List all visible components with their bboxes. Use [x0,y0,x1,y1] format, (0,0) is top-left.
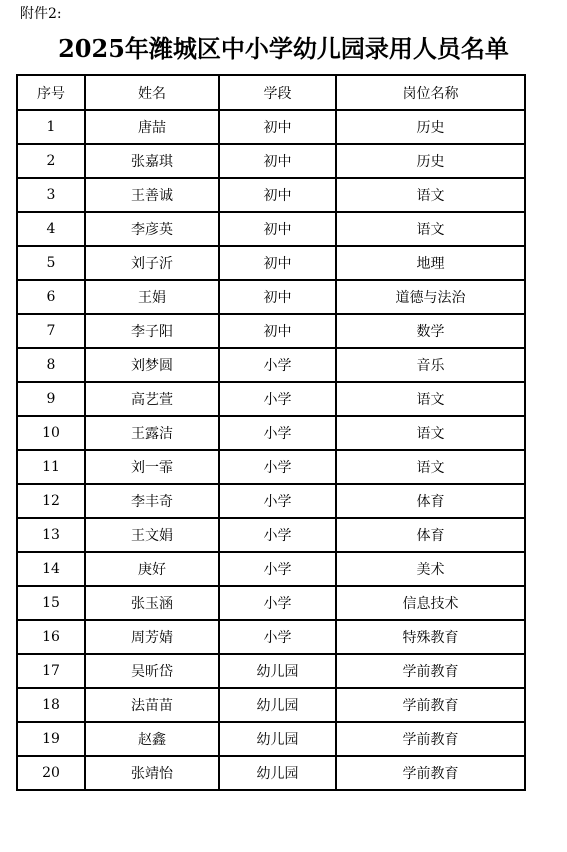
cell-name: 王文娟 [85,518,219,552]
table-row [17,110,525,144]
cell-name: 王娟 [85,280,219,314]
table-row [17,518,525,552]
page-title: 2025年潍城区中小学幼儿园录用人员名单 [58,34,509,63]
cell-serial-number: 18 [17,688,85,722]
header-serial-number: 序号 [17,75,85,110]
table-row [17,688,525,722]
cell-serial-number: 15 [17,586,85,620]
cell-name: 刘一霏 [85,450,219,484]
cell-school-level: 初中 [219,144,336,178]
cell-position: 学前教育 [336,756,525,790]
cell-school-level: 小学 [219,484,336,518]
header-position: 岗位名称 [336,75,525,110]
cell-serial-number: 12 [17,484,85,518]
cell-school-level: 小学 [219,382,336,416]
cell-position: 信息技术 [336,586,525,620]
cell-serial-number: 20 [17,756,85,790]
cell-school-level: 小学 [219,348,336,382]
cell-serial-number: 5 [17,246,85,280]
table-row [17,586,525,620]
cell-name: 李丰奇 [85,484,219,518]
cell-serial-number: 1 [17,110,85,144]
recruitment-table [16,74,526,791]
cell-position: 学前教育 [336,722,525,756]
table-row [17,450,525,484]
header-school-level: 学段 [219,75,336,110]
cell-serial-number: 10 [17,416,85,450]
cell-serial-number: 4 [17,212,85,246]
cell-name: 周芳婧 [85,620,219,654]
cell-name: 李子阳 [85,314,219,348]
cell-position: 语文 [336,450,525,484]
cell-name: 刘梦圆 [85,348,219,382]
table-row [17,382,525,416]
cell-school-level: 小学 [219,620,336,654]
cell-name: 李彦英 [85,212,219,246]
cell-school-level: 幼儿园 [219,654,336,688]
table-header-row [17,75,525,110]
cell-school-level: 小学 [219,416,336,450]
cell-position: 语文 [336,212,525,246]
cell-name: 张玉涵 [85,586,219,620]
table-body [17,110,525,790]
cell-position: 体育 [336,484,525,518]
cell-school-level: 幼儿园 [219,756,336,790]
table-row [17,620,525,654]
cell-position: 历史 [336,110,525,144]
table-row [17,416,525,450]
cell-school-level: 小学 [219,450,336,484]
cell-name: 庚好 [85,552,219,586]
cell-school-level: 小学 [219,586,336,620]
header-name: 姓名 [85,75,219,110]
cell-position: 音乐 [336,348,525,382]
cell-serial-number: 13 [17,518,85,552]
cell-serial-number: 8 [17,348,85,382]
cell-position: 数学 [336,314,525,348]
cell-position: 特殊教育 [336,620,525,654]
table-row [17,756,525,790]
table-row [17,212,525,246]
cell-school-level: 初中 [219,212,336,246]
cell-school-level: 初中 [219,314,336,348]
cell-school-level: 初中 [219,110,336,144]
table-row [17,348,525,382]
cell-name: 刘子沂 [85,246,219,280]
cell-name: 吴昕岱 [85,654,219,688]
cell-position: 道德与法治 [336,280,525,314]
table-row [17,314,525,348]
cell-serial-number: 9 [17,382,85,416]
cell-school-level: 小学 [219,518,336,552]
cell-serial-number: 2 [17,144,85,178]
cell-name: 王露洁 [85,416,219,450]
cell-position: 语文 [336,416,525,450]
cell-name: 法苗苗 [85,688,219,722]
cell-position: 体育 [336,518,525,552]
table-row [17,552,525,586]
cell-position: 语文 [336,178,525,212]
cell-name: 张靖怡 [85,756,219,790]
attachment-label: 附件2: [20,6,62,22]
cell-position: 学前教育 [336,654,525,688]
cell-name: 王善诚 [85,178,219,212]
cell-serial-number: 7 [17,314,85,348]
cell-school-level: 幼儿园 [219,688,336,722]
cell-position: 语文 [336,382,525,416]
cell-serial-number: 11 [17,450,85,484]
cell-serial-number: 3 [17,178,85,212]
cell-serial-number: 19 [17,722,85,756]
table-row [17,484,525,518]
cell-school-level: 幼儿园 [219,722,336,756]
cell-school-level: 初中 [219,178,336,212]
table-row [17,246,525,280]
cell-serial-number: 6 [17,280,85,314]
cell-school-level: 初中 [219,280,336,314]
table-row [17,722,525,756]
table-row [17,178,525,212]
cell-position: 美术 [336,552,525,586]
cell-position: 历史 [336,144,525,178]
cell-position: 学前教育 [336,688,525,722]
cell-name: 高艺萱 [85,382,219,416]
cell-position: 地理 [336,246,525,280]
cell-serial-number: 14 [17,552,85,586]
table-row [17,144,525,178]
cell-school-level: 小学 [219,552,336,586]
table-row [17,280,525,314]
cell-serial-number: 16 [17,620,85,654]
cell-name: 唐喆 [85,110,219,144]
cell-name: 张嘉琪 [85,144,219,178]
table-row [17,654,525,688]
cell-name: 赵鑫 [85,722,219,756]
cell-serial-number: 17 [17,654,85,688]
cell-school-level: 初中 [219,246,336,280]
